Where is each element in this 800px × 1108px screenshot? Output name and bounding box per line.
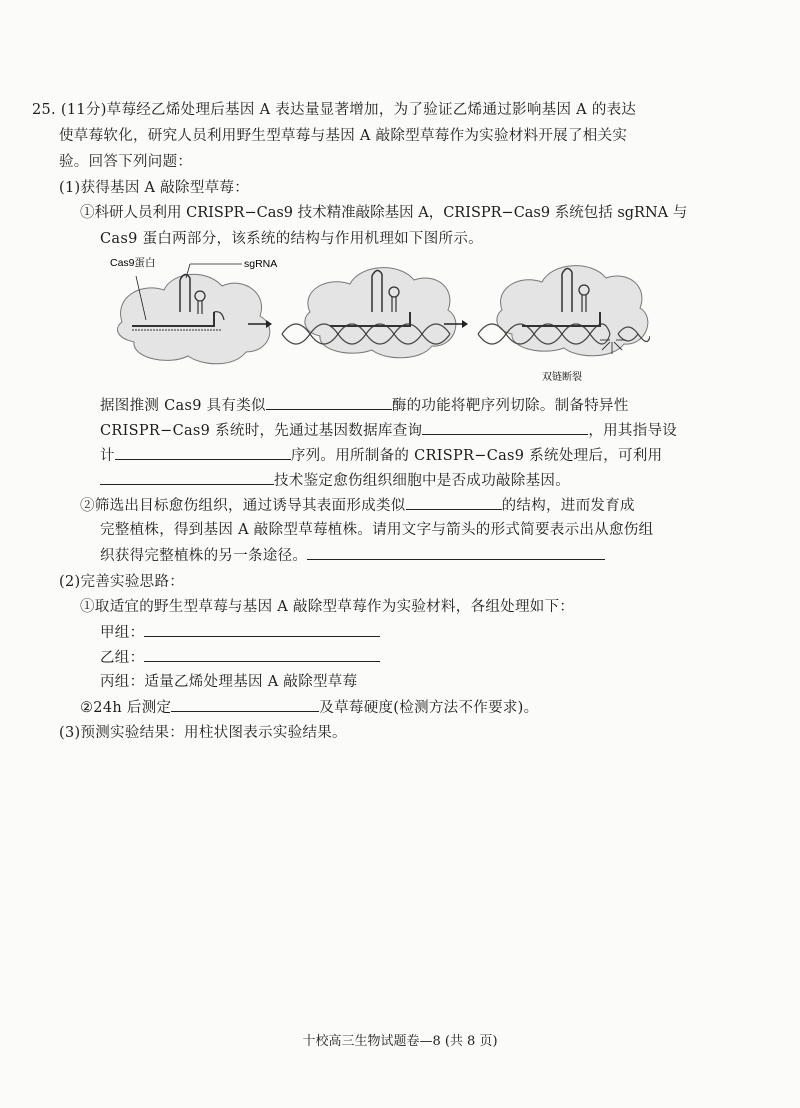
part2-sub2-b: 及草莓硬度(检测方法不作要求)。 xyxy=(319,700,539,716)
answer-blank-technique[interactable] xyxy=(100,470,274,485)
part1-q-line3-a: 计 xyxy=(100,448,115,464)
page-footer: 十校高三生物试题卷—8 (共 8 页) xyxy=(302,1034,498,1049)
question-stem-line-2: 使草莓软化，研究人员利用野生型草莓与基因 A 敲除型草莓作为实验材料开展了相关实 xyxy=(59,128,628,144)
part1-sub2-line3-text: 织获得完整植株的另一条途径。 xyxy=(100,548,308,564)
answer-blank-structure[interactable] xyxy=(406,495,502,510)
answer-blank-design[interactable] xyxy=(115,445,291,460)
group-yi-label: 乙组： xyxy=(100,650,145,666)
answer-blank-group-jia[interactable] xyxy=(144,622,380,637)
panel-2-binding xyxy=(282,268,456,358)
part1-sub2-line2: 完整植株，得到基因 A 敲除型草莓植株。请用文字与箭头的形式简要表示出从愈伤组 xyxy=(100,522,654,538)
part2-heading: (2)完善实验思路： xyxy=(59,574,185,590)
panel-1-complex xyxy=(118,264,270,364)
answer-blank-group-yi[interactable] xyxy=(144,647,380,662)
part1-q-line2-a: CRISPR−Cas9 系统时，先通过基因数据库查询 xyxy=(100,423,423,439)
label-cas9-protein: Cas9蛋白 xyxy=(110,257,156,269)
part1-q-line1-a: 据图推测 Cas9 具有类似 xyxy=(100,398,266,414)
group-bing: 丙组：适量乙烯处理基因 A 敲除型草莓 xyxy=(100,674,358,690)
answer-blank-query[interactable] xyxy=(422,420,588,435)
part3-heading: (3)预测实验结果：用柱状图表示实验结果。 xyxy=(59,725,347,741)
question-number: 25. xyxy=(32,102,56,118)
crispr-cas9-mechanism-diagram xyxy=(110,254,650,390)
part1-q-line4-b: 技术鉴定愈伤组织细胞中是否成功敲除基因。 xyxy=(274,473,570,489)
part1-q-line4 xyxy=(100,470,570,491)
part1-q-line1-b: 酶的功能将靶序列切除。制备特异性 xyxy=(391,398,629,414)
part1-sub1-line2: Cas9 蛋白两部分，该系统的结构与作用机理如下图所示。 xyxy=(100,231,483,247)
question-stem-line-1 xyxy=(32,100,636,120)
part1-heading: (1)获得基因 A 敲除型草莓： xyxy=(59,180,250,196)
part1-sub2-line1-b: 的结构，进而发育成 xyxy=(501,498,635,514)
part1-sub1-line1: ①科研人员利用 CRISPR−Cas9 技术精准敲除基因 A，CRISPR−Cas9 系统包括 sgRNA 与 xyxy=(80,205,688,221)
question-intro-1: 草莓经乙烯处理后基因 A 表达量显著增加，为了验证乙烯通过影响基因 A 的表达 xyxy=(106,102,637,118)
part1-q-line3 xyxy=(100,445,662,466)
question-stem-line-3: 验。回答下列问题： xyxy=(59,154,193,170)
answer-blank-measure[interactable] xyxy=(171,697,319,712)
label-double-strand-break: 双链断裂 xyxy=(542,372,582,383)
question-score: (11分) xyxy=(60,102,107,118)
part2-sub2 xyxy=(80,697,538,718)
answer-blank-pathway[interactable] xyxy=(307,545,605,560)
part1-q-line2-b: ，用其指导设 xyxy=(588,423,678,439)
part1-sub2-line3 xyxy=(100,545,605,566)
part1-sub2-line1 xyxy=(80,495,635,516)
part2-sub2-a: ②24h 后测定 xyxy=(80,700,172,716)
label-sgrna: sgRNA xyxy=(244,258,278,270)
panel-3-cleavage xyxy=(478,266,650,356)
group-yi xyxy=(100,647,380,668)
part1-q-line2 xyxy=(100,420,677,441)
part1-sub2-line1-a: ②筛选出目标愈伤组织，通过诱导其表面形成类似 xyxy=(80,498,406,514)
answer-blank-enzyme[interactable] xyxy=(266,395,392,410)
part2-sub1: ①取适宜的野生型草莓与基因 A 敲除型草莓作为实验材料，各组处理如下： xyxy=(80,599,575,615)
group-jia xyxy=(100,622,380,643)
part1-q-line3-b: 序列。用所制备的 CRISPR−Cas9 系统处理后，可利用 xyxy=(290,448,663,464)
group-jia-label: 甲组： xyxy=(100,625,145,641)
part1-q-line1 xyxy=(100,395,629,416)
